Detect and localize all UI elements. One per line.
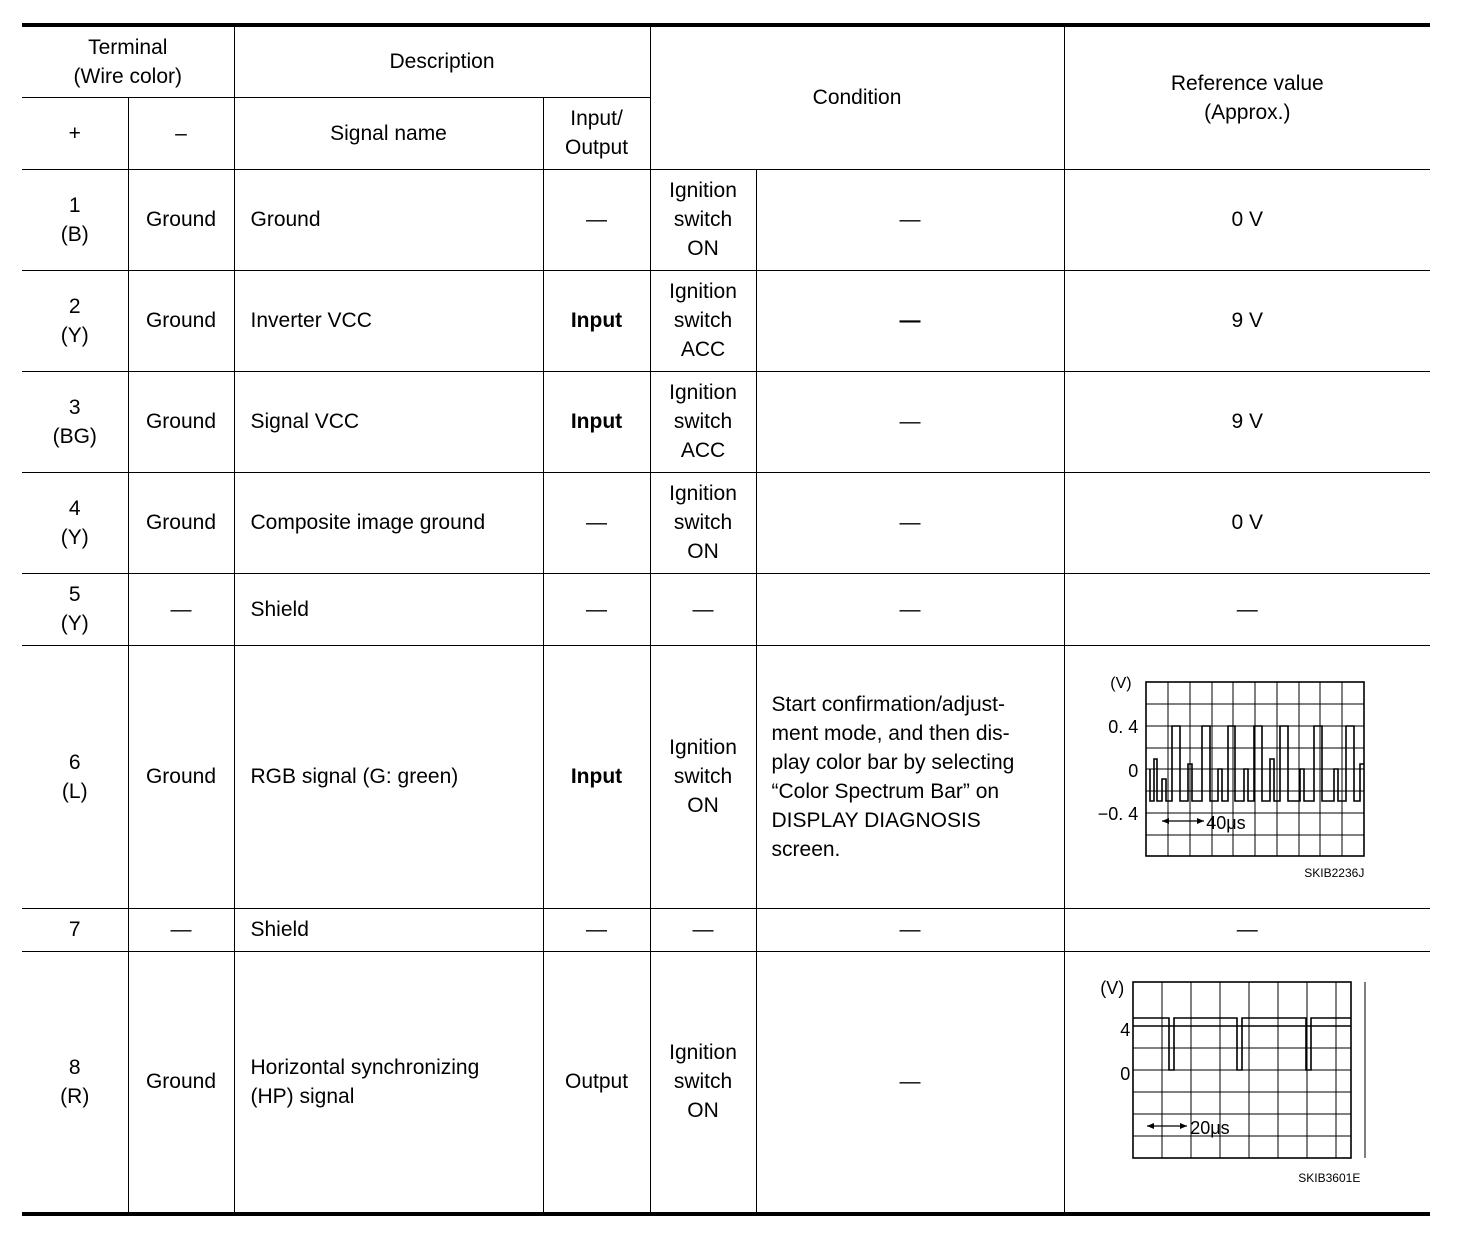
header-input-output: Input/ Output: [543, 97, 650, 169]
condition-switch: Ignition switch ACC: [650, 270, 756, 371]
header-condition: Condition: [650, 25, 1064, 169]
condition-switch: Ignition switch ON: [650, 645, 756, 908]
terminal-minus: Ground: [128, 645, 234, 908]
time-scale-label: 20μs: [1190, 1118, 1230, 1139]
condition-switch: —: [650, 908, 756, 951]
header-signal-name: Signal name: [234, 97, 543, 169]
input-output: —: [543, 169, 650, 270]
signal-name: Horizontal synchronizing (HP) signal: [234, 951, 543, 1214]
y-unit-label: (V): [1110, 675, 1132, 692]
terminal-minus: —: [128, 573, 234, 645]
reference-value: —: [1064, 573, 1430, 645]
terminal-plus: 4 (Y): [22, 472, 128, 573]
signal-name: Composite image ground: [234, 472, 543, 573]
terminal-minus: —: [128, 908, 234, 951]
condition-detail: Start confirmation/adjust- ment mode, and then dis- play color bar by selecting “Color Spectrum Bar” on DISPLAY DIAGNOSIS screen.: [756, 645, 1064, 908]
terminal-plus: 1 (B): [22, 169, 128, 270]
terminal-plus: 7: [22, 908, 128, 951]
table-row: [22, 169, 1430, 270]
input-output: Input: [543, 645, 650, 908]
table-row: [22, 908, 1430, 951]
rgb-waveform-figure: [1097, 669, 1392, 884]
reference-value: 9 V: [1064, 270, 1430, 371]
condition-switch: —: [650, 573, 756, 645]
terminal-minus: Ground: [128, 472, 234, 573]
header-reference-value: Reference value (Approx.): [1064, 25, 1430, 169]
condition-switch: Ignition switch ON: [650, 472, 756, 573]
table-row: [22, 573, 1430, 645]
terminal-plus: 5 (Y): [22, 573, 128, 645]
condition-detail: —: [756, 951, 1064, 1214]
reference-value: 0 V: [1064, 472, 1430, 573]
signal-name: Ground: [234, 169, 543, 270]
header-description: Description: [234, 25, 650, 97]
signal-name: Inverter VCC: [234, 270, 543, 371]
y-tick-label: 0: [1128, 761, 1139, 781]
input-output: —: [543, 472, 650, 573]
reference-value-waveform: [1064, 645, 1430, 908]
reference-value: 0 V: [1064, 169, 1430, 270]
reference-value: 9 V: [1064, 371, 1430, 472]
terminal-minus: Ground: [128, 371, 234, 472]
reference-value: —: [1064, 908, 1430, 951]
input-output: Input: [543, 270, 650, 371]
hp-waveform-graph: [1102, 974, 1392, 1189]
table-row: [22, 371, 1430, 472]
y-tick-label: 4: [1120, 1020, 1131, 1041]
signal-name: Signal VCC: [234, 371, 543, 472]
y-unit-label: (V): [1100, 978, 1125, 999]
condition-detail: —: [756, 169, 1064, 270]
rgb-waveform-graph: [1102, 669, 1392, 884]
header-terminal: Terminal (Wire color): [22, 25, 234, 97]
condition-detail: —: [756, 371, 1064, 472]
input-output: —: [543, 908, 650, 951]
table-row: [22, 951, 1430, 1214]
table-row: [22, 270, 1430, 371]
table-row: [22, 645, 1430, 908]
y-tick-label: −0. 4: [1097, 804, 1139, 824]
figure-code: SKIB2236J: [1304, 866, 1365, 880]
y-tick-label: 0. 4: [1108, 717, 1139, 737]
table-row: [22, 472, 1430, 573]
y-tick-label: 0: [1120, 1064, 1131, 1085]
condition-switch: Ignition switch ACC: [650, 371, 756, 472]
input-output: Output: [543, 951, 650, 1214]
terminal-minus: Ground: [128, 169, 234, 270]
condition-detail: —: [756, 270, 1064, 371]
terminal-plus: 2 (Y): [22, 270, 128, 371]
terminal-minus: Ground: [128, 951, 234, 1214]
terminal-plus: 6 (L): [22, 645, 128, 908]
signal-name: Shield: [234, 573, 543, 645]
terminal-plus: 3 (BG): [22, 371, 128, 472]
terminal-plus: 8 (R): [22, 951, 128, 1214]
terminal-spec-table: [22, 23, 1430, 1216]
terminal-minus: Ground: [128, 270, 234, 371]
signal-name: RGB signal (G: green): [234, 645, 543, 908]
reference-value-waveform: [1064, 951, 1430, 1214]
condition-switch: Ignition switch ON: [650, 169, 756, 270]
condition-detail: —: [756, 908, 1064, 951]
condition-detail: —: [756, 472, 1064, 573]
time-scale-label: 40μs: [1206, 813, 1246, 833]
header-minus: –: [128, 97, 234, 169]
header-plus: +: [22, 97, 128, 169]
condition-detail: —: [756, 573, 1064, 645]
figure-code: SKIB3601E: [1298, 1171, 1361, 1186]
input-output: —: [543, 573, 650, 645]
hp-waveform-figure: [1102, 974, 1392, 1189]
signal-name: Shield: [234, 908, 543, 951]
condition-switch: Ignition switch ON: [650, 951, 756, 1214]
input-output: Input: [543, 371, 650, 472]
